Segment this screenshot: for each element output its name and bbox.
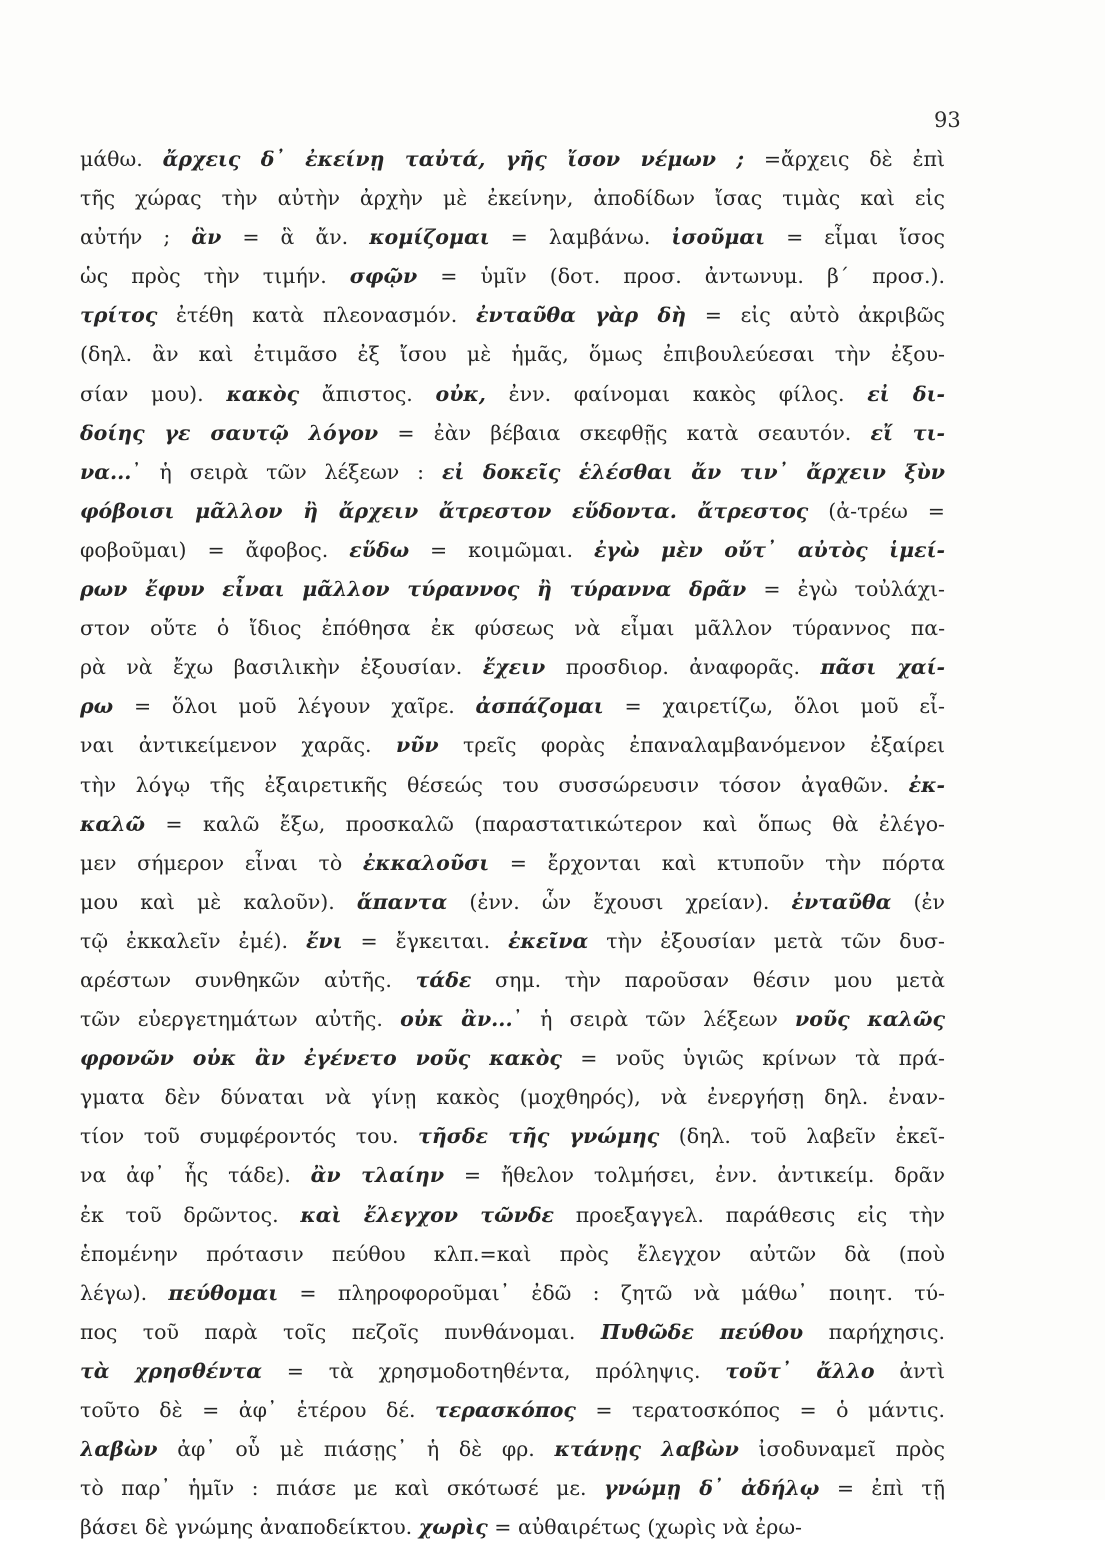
text-line: αρέστων συνθηκῶν αὐτῆς. τάδε σημ. τὴν παροῦσαν θέσιν μου μετὰ [80,967,945,992]
lemma-term: οὐκ ἂν... [400,1007,513,1032]
lemma-term: τρίτος [80,303,158,328]
text-line: φοβοῦμαι) = ἄφοβος. εὕδω = κοιμῶμαι. ἐγὼ μὲν οὔτ᾽ αὐτὸς ἱμεί- [80,537,945,562]
text-line: ρω = ὅλοι μοῦ λέγουν χαῖρε. ἀσπάζομαι = χαιρετίζω, ὅλοι μοῦ εἶ- [80,694,945,719]
text-line: τὸ παρ᾽ ἡμῖν : πιάσε με καὶ σκότωσέ με. γνώμῃ δ᾽ ἀδήλῳ = ἐπὶ τῇ [80,1476,945,1501]
text-line: τοῦτο δὲ = ἀφ᾽ ἑτέρου δέ. τερασκόπος = τερατοσκόπος = ὁ μάντις. [80,1398,945,1422]
lemma-term: εἴ τι- [870,420,945,445]
page-number: 93 [934,108,961,132]
lemma-term: τοῦτ᾽ ἄλλο [725,1358,875,1383]
commentary-text [80,140,945,1547]
lemma-term: τερασκόπος [434,1398,576,1422]
lemma-term: ἔνι [305,928,343,953]
text-line: φρονῶν οὐκ ἂν ἐγένετο νοῦς κακὸς = νοῦς ὑγιῶς κρίνων τὰ πρά- [80,1046,945,1071]
text-line: σίαν μου). κακὸς ἄπιστος. οὐκ, ἐνν. φαίνομαι κακὸς φίλος. εἰ δι- [80,381,945,406]
text-line: λαβὼν ἀφ᾽ οὗ μὲ πιάσῃς᾽ ἡ δὲ φρ. κτάνῃς λαβὼν ἰσοδυναμεῖ πρὸς [80,1437,945,1462]
lemma-term: εἰ δι- [867,381,945,406]
lemma-term: κτάνῃς λαβὼν [554,1437,739,1462]
lemma-term: να... [80,459,132,484]
lemma-term: τῆσδε τῆς γνώμης [418,1124,660,1149]
lemma-term: ἅπαντα [356,889,448,914]
lemma-term: ἰσοῦμαι [671,225,766,250]
lemma-term: Πυθῶδε πεύθου [600,1319,804,1344]
lemma-term: εἰ δοκεῖς ἑλέσθαι ἄν τιν᾽ ἄρχειν ξὺν [441,459,945,484]
text-line: ἐκ τοῦ δρῶντος. καὶ ἔλεγχον τῶνδε προεξαγγελ. παράθεσις εἰς τὴν [80,1202,945,1227]
lemma-term: ἀσπάζομαι [475,694,604,719]
text-line: να...᾽ ἡ σειρὰ τῶν λέξεων : εἰ δοκεῖς ἑλέσθαι ἄν τιν᾽ ἄρχειν ξὺν [80,459,945,484]
lemma-term: τὰ χρησθέντα [80,1358,263,1383]
text-line: τίον τοῦ συμφέροντός του. τῆσδε τῆς γνώμης (δηλ. τοῦ λαβεῖν ἐκεῖ- [80,1124,945,1149]
text-line: ρὰ νὰ ἔχω βασιλικὴν ἐξουσίαν. ἔχειν προσδιορ. ἀναφορᾶς. πᾶσι χαί- [80,655,945,680]
text-line: ἑπομένην πρότασιν πεύθου κλπ.=καὶ πρὸς ἔλεγχον αὐτῶν δὰ (ποὺ [80,1241,945,1266]
text-line: μου καὶ μὲ καλοῦν). ἅπαντα (ἐνν. ὧν ἔχουσι χρείαν). ἐνταῦθα (ἐν [80,889,945,914]
lemma-term: εὕδω [349,537,410,562]
lemma-term: φόβοισι μᾶλλον ἢ ἄρχειν ἄτρεστον εὕδοντα. ἄτρεστος [80,498,809,523]
text-line: αὐτήν ; ἃν = ἃ ἄν. κομίζομαι = λαμβάνω. ἰσοῦμαι = εἶμαι ἴσος [80,225,945,250]
lemma-term: δοίης γε σαυτῷ λόγον [80,420,379,445]
lemma-term: λαβὼν [80,1437,158,1462]
lemma-term: φρονῶν οὐκ ἂν ἐγένετο νοῦς κακὸς [80,1046,562,1071]
text-line: τῷ ἐκκαλεῖν ἐμέ). ἔνι = ἔγκειται. ἐκεῖνα τὴν ἐξουσίαν μετὰ τῶν δυσ- [80,928,945,953]
lemma-term: γνώμῃ δ᾽ ἀδήλῳ [603,1476,820,1501]
lemma-term: πεύθομαι [168,1280,279,1305]
lemma-term: ἐκκαλοῦσι [362,850,490,875]
text-line: φόβοισι μᾶλλον ἢ ἄρχειν ἄτρεστον εὕδοντα. ἄτρεστος (ἀ-τρέω = [80,498,945,523]
lemma-term: ρω [80,694,114,719]
lemma-term: σφῷν [349,264,418,289]
lemma-term: ἂν τλαίην [310,1163,445,1188]
text-line: τρίτος ἐτέθη κατὰ πλεονασμόν. ἐνταῦθα γὰρ δὴ = εἰς αὐτὸ ἀκριβῶς [80,303,945,328]
lemma-term: ἐγὼ μὲν οὔτ᾽ αὐτὸς ἱμεί- [593,537,945,562]
lemma-term: τάδε [415,967,472,992]
lemma-term: ἃν [191,225,222,250]
text-line: τὰ χρησθέντα = τὰ χρησμοδοτηθέντα, πρόληψις. τοῦτ᾽ ἄλλο ἀντὶ [80,1358,945,1383]
text-line: τῆς χώρας τὴν αὐτὴν ἀρχὴν μὲ ἐκείνην, ἀποδίδων ἴσας τιμὰς καὶ εἰς [80,186,945,211]
text-line: ναι ἀντικείμενον χαρᾶς. νῦν τρεῖς φορὰς ἐπαναλαμβανόμενον ἐξαίρει [80,733,945,758]
lemma-term: οὐκ, [435,381,486,406]
text-line: (δηλ. ἂν καὶ ἐτιμᾶσο ἐξ ἴσου μὲ ἡμᾶς, ὅμως ἐπιβουλεύεσαι τὴν ἐξου- [80,342,945,367]
text-line: πος τοῦ παρὰ τοῖς πεζοῖς πυνθάνομαι. Πυθῶδε πεύθου παρήχησις. [80,1319,945,1344]
lemma-term: ἐκ- [908,772,945,797]
text-line: να ἀφ᾽ ἧς τάδε). ἂν τλαίην = ἤθελον τολμήσει, ἐνν. ἀντικείμ. δρᾶν [80,1163,945,1188]
text-line: τὴν λόγῳ τῆς ἐξαιρετικῆς θέσεώς του συσσώρευσιν τόσον ἀγαθῶν. ἐκ- [80,772,945,797]
lemma-term: ἐνταῦθα γὰρ δὴ [475,303,687,328]
text-line: καλῶ = καλῶ ἔξω, προσκαλῶ (παραστατικώτερον καὶ ὅπως θὰ ἐλέγο- [80,811,945,836]
lemma-term: νῦν [395,733,439,758]
lemma-term: ἄρχεις δ᾽ ἐκείνῃ ταὐτά, γῆς ἴσον νέμων ; [162,147,745,171]
lemma-term: πᾶσι χαί- [820,655,945,680]
text-line: γματα δὲν δύναται νὰ γίνῃ κακὸς (μοχθηρός), νὰ ἐνεργήσῃ δηλ. ἐναν- [80,1085,945,1110]
text-line: δοίης γε σαυτῷ λόγον = ἐὰν βέβαια σκεφθῇς κατὰ σεαυτόν. εἴ τι- [80,420,945,445]
text-line: βάσει δὲ γνώμης ἀναποδείκτου. χωρὶς = αὐθαιρέτως (χωρὶς νὰ ἐρω- [80,1515,802,1540]
lemma-term: ρων ἔφυν εἶναι μᾶλλον τύραννος ἢ τύραννα δρᾶν [80,577,747,602]
lemma-term: χωρὶς [418,1515,488,1540]
text-line: ρων ἔφυν εἶναι μᾶλλον τύραννος ἢ τύραννα δρᾶν = ἐγὼ τοὐλάχι- [80,577,945,602]
lemma-term: νοῦς καλῶς [795,1007,945,1032]
lemma-term: ἔχειν [482,655,546,680]
text-line: λέγω). πεύθομαι = πληροφοροῦμαι᾽ ἐδῶ : ζητῶ νὰ μάθω᾽ ποιητ. τύ- [80,1280,945,1305]
lemma-term: κομίζομαι [369,225,490,250]
lemma-term: ἐκεῖνα [508,928,589,953]
text-line: στον οὔτε ὁ ἴδιος ἐπόθησα ἐκ φύσεως νὰ εἶμαι μᾶλλον τύραννος πα- [80,616,945,641]
lemma-term: καλῶ [80,811,146,836]
lemma-term: κακὸς [226,381,300,406]
text-line: μάθω. ἄρχεις δ᾽ ἐκείνῃ ταὐτά, γῆς ἴσον νέμων ; =ἄρχεις δὲ ἐπὶ [80,147,945,171]
text-line: ὡς πρὸς τὴν τιμήν. σφῷν = ὑμῖν (δοτ. προσ. ἀντωνυμ. β΄ προσ.). [80,264,945,289]
text-line: τῶν εὐεργετημάτων αὐτῆς. οὐκ ἂν...᾽ ἡ σειρὰ τῶν λέξεων νοῦς καλῶς [80,1007,945,1032]
text-line: μεν σήμερον εἶναι τὸ ἐκκαλοῦσι = ἔρχονται καὶ κτυποῦν τὴν πόρτα [80,850,945,875]
lemma-term: καὶ ἔλεγχον τῶνδε [300,1202,554,1227]
lemma-term: ἐνταῦθα [791,889,892,914]
